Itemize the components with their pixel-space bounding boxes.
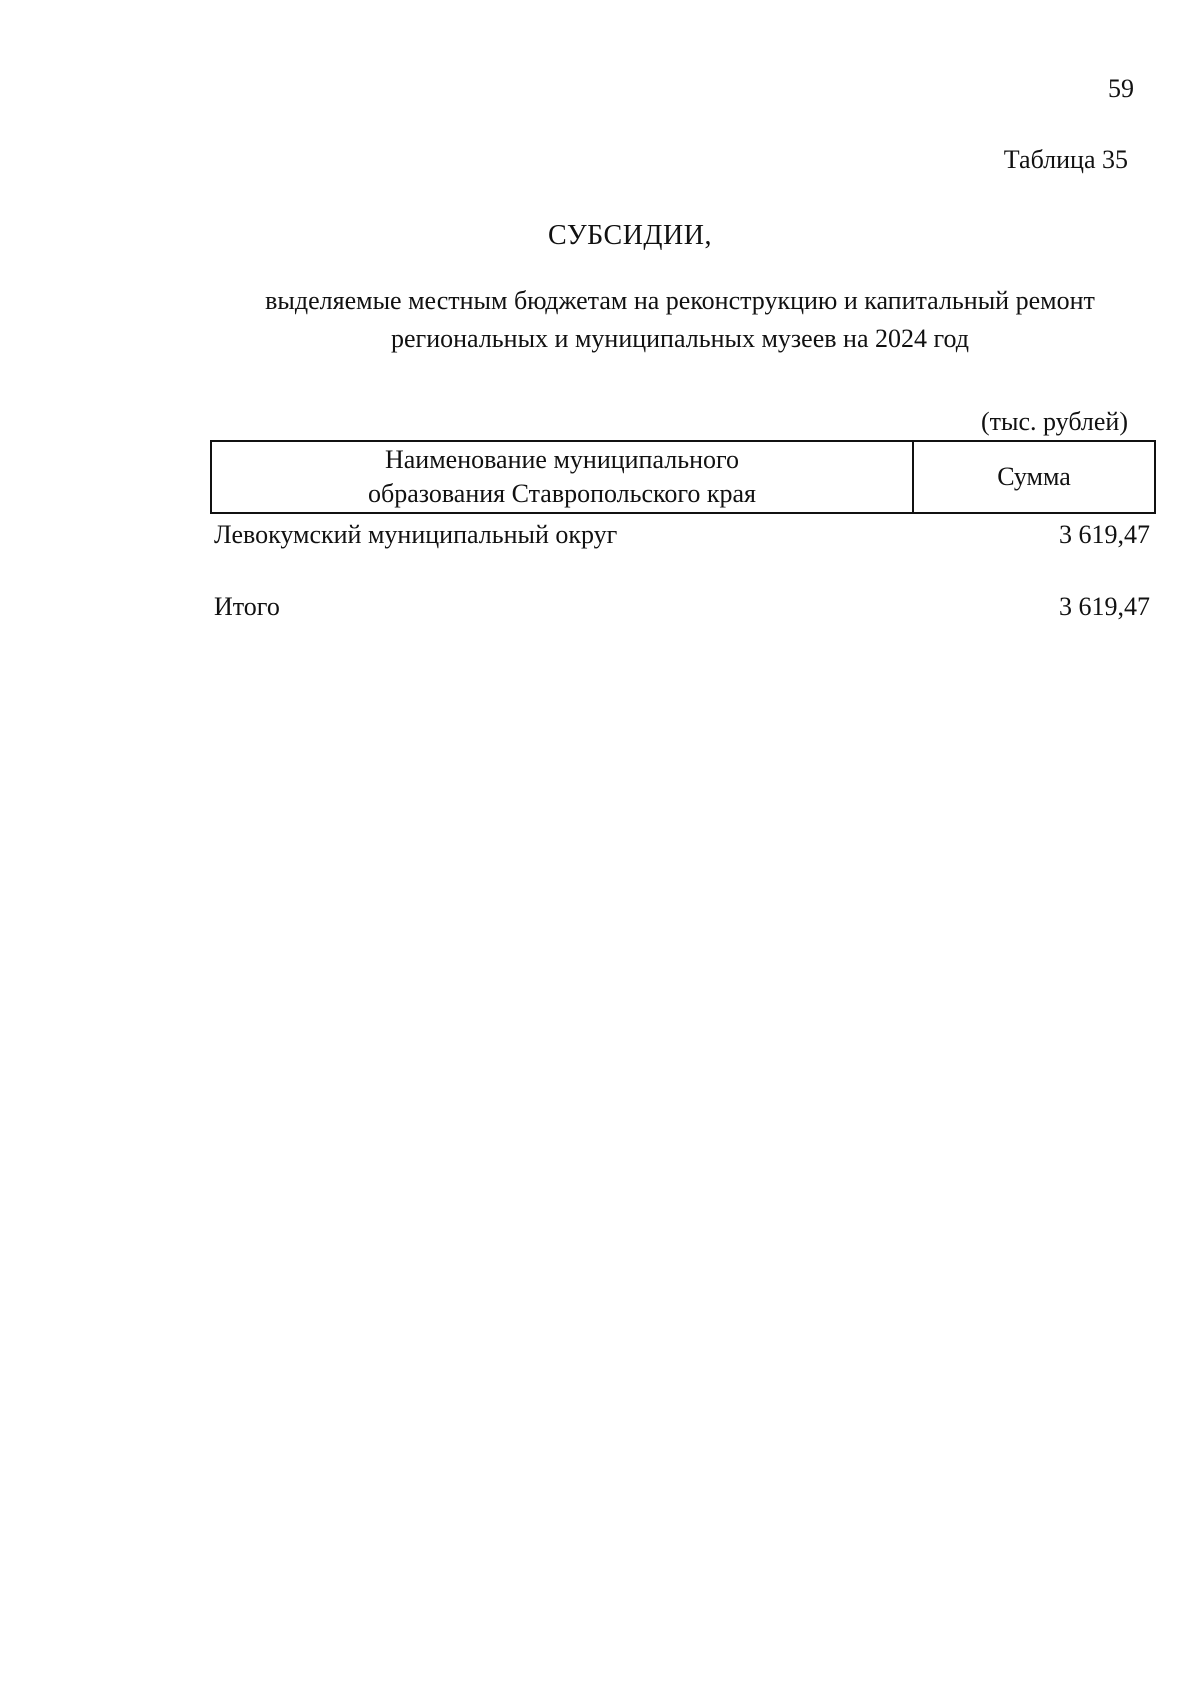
row-name: Левокумский муниципальный округ (214, 520, 618, 549)
document-title: СУБСИДИИ, (548, 220, 712, 251)
header-sum-cell: Сумма (997, 462, 1071, 491)
table-header (210, 440, 1156, 514)
total-label: Итого (214, 592, 280, 621)
table-number: Таблица 35 (1003, 145, 1128, 174)
header-name-cell (212, 442, 914, 512)
header-name-line-2: образования Ставропольского края (367, 479, 757, 508)
total-row (214, 592, 1150, 622)
units-label: (тыс. рублей) (980, 407, 1128, 436)
subtitle-line-1: выделяемые местным бюджетам на реконструкцию и капитальный ремонт (265, 286, 1095, 315)
header-name-line-1: Наименование муниципального (384, 445, 740, 474)
row-sum: 3 619,47 (1059, 520, 1150, 549)
subtitle-line-2: региональных и муниципальных музеев на 2024 год (391, 324, 969, 353)
document-subtitle (200, 282, 1160, 358)
page-number: 59 (1108, 74, 1134, 103)
table-row (214, 520, 1150, 550)
total-sum: 3 619,47 (1059, 592, 1150, 621)
